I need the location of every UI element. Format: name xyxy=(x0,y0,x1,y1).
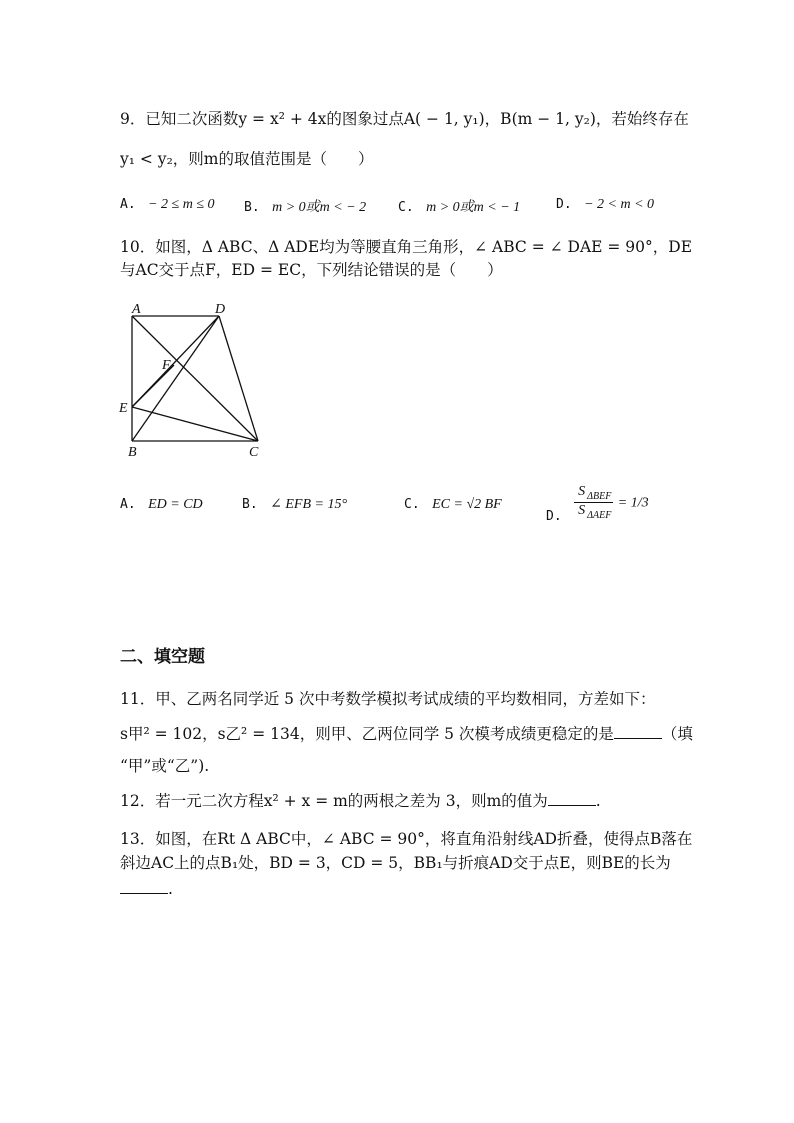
q10-option-c-label: C. xyxy=(404,497,420,512)
q10-option-d-fraction xyxy=(574,484,613,521)
q12-text: 12．若一元二次方程x² + x = m的两根之差为 3，则m的值为 xyxy=(120,792,548,810)
q13-line3 xyxy=(120,878,674,900)
q10-option-a-label: A. xyxy=(120,497,136,512)
q9-option-a[interactable] xyxy=(120,196,215,213)
q9-option-c-label: C. xyxy=(398,200,414,215)
q13-answer-blank[interactable] xyxy=(120,879,168,894)
point-label-b: B xyxy=(128,445,137,460)
q10-option-c-text: EC = √2 BF xyxy=(432,497,502,512)
q12-end: . xyxy=(595,792,601,810)
q10-option-c[interactable] xyxy=(404,496,502,513)
q10-option-d[interactable] xyxy=(546,484,649,525)
q12-line xyxy=(120,790,674,812)
q11-line2 xyxy=(120,723,693,745)
fraction-denominator: S $_{\Delta AEF}$ xyxy=(578,502,612,521)
q10-figure xyxy=(112,296,272,466)
q9-line2: y₁ < y₂，则m的取值范围是（ ） xyxy=(120,150,374,168)
q9-option-a-text: − 2 ≤ m ≤ 0 xyxy=(148,197,215,212)
q10-line2: 与AC交于点F，ED = EC，下列结论错误的是（ ） xyxy=(120,261,503,279)
q13-line1: 13．如图，在Rt Δ ABC中，∠ ABC = 90°，将直角沿射线AD折叠，使得点B落在 xyxy=(120,830,693,848)
q10-line1: 10．如图，Δ ABC、Δ ADE均为等腰直角三角形，∠ ABC = ∠ DAE = 90°，DE xyxy=(120,238,693,256)
q10-option-a-text: ED = CD xyxy=(148,497,203,512)
q13-end: . xyxy=(168,880,173,898)
point-label-f: F xyxy=(162,358,171,373)
q10-option-d-rhs: = 1/3 xyxy=(617,495,649,511)
q11-line1: 11．甲、乙两名同学近 5 次中考数学模拟考试成绩的平均数相同，方差如下： xyxy=(120,690,656,708)
q12-answer-blank[interactable] xyxy=(548,791,596,806)
q9-option-d-text: − 2 < m < 0 xyxy=(584,197,655,212)
q9-option-b-text: m > 0或m < − 2 xyxy=(272,200,367,215)
section-title: 二、填空题 xyxy=(120,647,205,667)
q13-line2: 斜边AC上的点B₁处，BD = 3，CD = 5，BB₁与折痕AD交于点E，则BE的长为 xyxy=(120,854,671,872)
q11-line3: “甲”或“乙”). xyxy=(120,757,210,775)
point-label-e: E xyxy=(119,401,128,416)
point-label-a: A xyxy=(132,302,141,317)
q11-line2-end: （填 xyxy=(661,725,693,743)
q9-option-b-label: B. xyxy=(244,200,260,215)
q9-option-b[interactable] xyxy=(244,196,366,216)
q10-option-b[interactable] xyxy=(242,496,347,513)
q11-line2-text: s甲² = 102，s乙² = 134，则甲、乙两位同学 5 次模考成绩更稳定的是 xyxy=(120,725,614,743)
q11-answer-blank[interactable] xyxy=(614,724,662,739)
point-label-d: D xyxy=(215,302,226,317)
q9-option-c[interactable] xyxy=(398,196,520,216)
q9-option-d[interactable] xyxy=(556,196,654,213)
q10-option-b-text: ∠ EFB = 15° xyxy=(270,497,348,512)
q9-option-a-label: A. xyxy=(120,197,136,212)
q10-figure-lines xyxy=(132,316,258,441)
point-label-c: C xyxy=(249,445,259,460)
q10-option-b-label: B. xyxy=(242,497,258,512)
q9-option-d-label: D. xyxy=(556,197,572,212)
q9-line1: 9．已知二次函数y = x² + 4x的图象过点A( − 1, y₁)，B(m − 1, y₂)，若始终存在 xyxy=(120,110,689,128)
q10-option-a[interactable] xyxy=(120,496,203,513)
q10-option-d-label: D. xyxy=(546,509,562,525)
fraction-numerator: S $_{\Delta BEF}$ xyxy=(574,484,613,503)
q9-option-c-text: m > 0或m < − 1 xyxy=(426,200,521,215)
